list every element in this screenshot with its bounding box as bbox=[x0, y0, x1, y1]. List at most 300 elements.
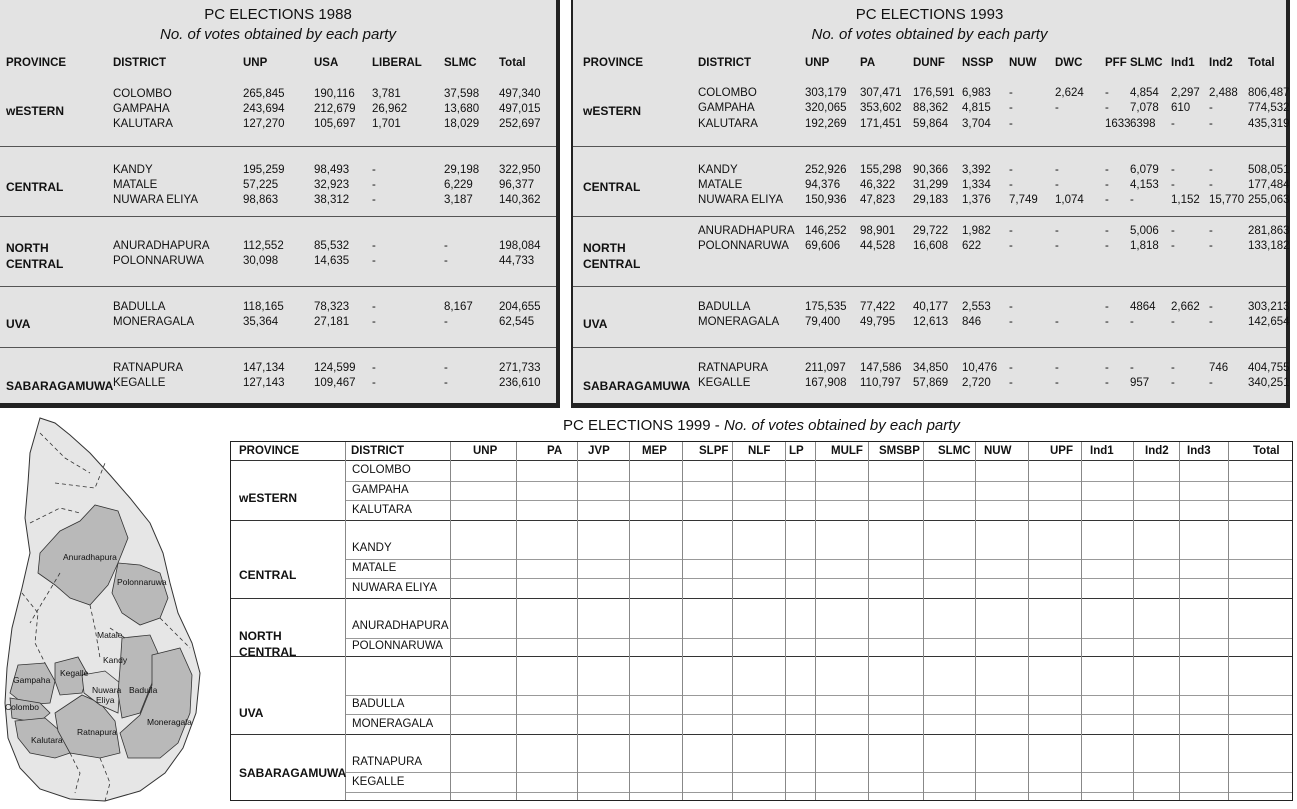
cell-1988: - bbox=[372, 316, 376, 328]
row-separator bbox=[573, 286, 1286, 287]
cell-1993: - bbox=[1209, 164, 1213, 176]
cell-1993: 2,662 bbox=[1171, 301, 1200, 313]
grid-col-line bbox=[923, 442, 924, 800]
header-1993-ind2: Ind2 bbox=[1209, 57, 1233, 69]
cell-1993: 340,251 bbox=[1248, 377, 1290, 389]
cell-1993: - bbox=[1171, 316, 1175, 328]
header-1993-pff: PFF bbox=[1105, 57, 1127, 69]
district-1999: NUWARA ELIYA bbox=[352, 582, 437, 594]
cell-1993: 281,863 bbox=[1248, 225, 1290, 237]
cell-1993: - bbox=[1105, 164, 1109, 176]
province-1988: wESTERN bbox=[6, 104, 65, 118]
cell-1993: 1633 bbox=[1105, 118, 1131, 130]
cell-1993: - bbox=[1209, 377, 1213, 389]
cell-1993: - bbox=[1171, 377, 1175, 389]
cell-1988: 29,198 bbox=[444, 164, 480, 176]
cell-1988: 37,598 bbox=[444, 88, 480, 100]
cell-1993: - bbox=[1105, 194, 1109, 206]
grid-row-line bbox=[345, 500, 1292, 501]
cell-1993: 7,749 bbox=[1009, 194, 1038, 206]
grid-row-line bbox=[345, 481, 1292, 482]
cell-1993: - bbox=[1009, 301, 1013, 313]
cell-1993: 146,252 bbox=[805, 225, 847, 237]
province-1993: wESTERN bbox=[583, 104, 642, 118]
district-1993: COLOMBO bbox=[698, 87, 757, 99]
province-1993: NORTH CENTRAL bbox=[583, 241, 641, 271]
cell-1993: 303,179 bbox=[805, 87, 847, 99]
header-1993-province: PROVINCE bbox=[583, 57, 644, 69]
cell-1988: 190,116 bbox=[314, 88, 355, 100]
header-1993-district: DISTRICT bbox=[698, 57, 752, 69]
cell-1993: - bbox=[1105, 362, 1109, 374]
cell-1988: 109,467 bbox=[314, 377, 356, 389]
cell-1993: 2,720 bbox=[962, 377, 991, 389]
cell-1988: 140,362 bbox=[499, 194, 541, 206]
cell-1988: 271,733 bbox=[499, 362, 541, 374]
cell-1988: 98,863 bbox=[243, 194, 279, 206]
cell-1993: 29,183 bbox=[913, 194, 949, 206]
subtitle-1993: No. of votes obtained by each party bbox=[811, 26, 1048, 43]
cell-1993: - bbox=[1105, 301, 1109, 313]
cell-1993: - bbox=[1209, 179, 1213, 191]
cell-1993: 12,613 bbox=[913, 316, 949, 328]
cell-1993: - bbox=[1171, 179, 1175, 191]
grid-col-line bbox=[450, 442, 451, 800]
cell-1993: 303,213 bbox=[1248, 301, 1290, 313]
cell-1993: 47,823 bbox=[860, 194, 896, 206]
district-1988: GAMPAHA bbox=[113, 103, 170, 115]
cell-1988: 118,165 bbox=[243, 301, 284, 313]
map-label-moneragala: Moneragala bbox=[147, 717, 192, 727]
cell-1993: 404,755 bbox=[1248, 362, 1290, 374]
cell-1988: 243,694 bbox=[243, 103, 285, 115]
cell-1988: 38,312 bbox=[314, 194, 350, 206]
header-1988-district: DISTRICT bbox=[113, 57, 167, 69]
cell-1993: - bbox=[1055, 164, 1059, 176]
cell-1993: 2,624 bbox=[1055, 87, 1084, 99]
grid-col-line bbox=[975, 442, 976, 800]
grid-col-line bbox=[1228, 442, 1229, 800]
cell-1993: 1,074 bbox=[1055, 194, 1084, 206]
cell-1993: 6,983 bbox=[962, 87, 991, 99]
cell-1993: 1,982 bbox=[962, 225, 991, 237]
header-1999-province: PROVINCE bbox=[239, 445, 300, 457]
cell-1993: - bbox=[1171, 225, 1175, 237]
cell-1993: - bbox=[1209, 225, 1213, 237]
province-1988: CENTRAL bbox=[6, 180, 64, 194]
grid-row-line bbox=[345, 695, 1292, 696]
cell-1988: - bbox=[444, 255, 448, 267]
cell-1993: - bbox=[1130, 316, 1134, 328]
grid-col-line bbox=[577, 442, 578, 800]
cell-1993: - bbox=[1105, 240, 1109, 252]
cell-1993: 46,322 bbox=[860, 179, 896, 191]
district-1993: POLONNARUWA bbox=[698, 240, 789, 252]
cell-1993: 79,400 bbox=[805, 316, 841, 328]
row-separator bbox=[0, 146, 556, 147]
cell-1993: 57,869 bbox=[913, 377, 949, 389]
province-1999: SABARAGAMUWA bbox=[239, 766, 347, 780]
district-1988: KEGALLE bbox=[113, 377, 166, 389]
cell-1988: - bbox=[372, 301, 376, 313]
map-label-kegalle: Kegalle bbox=[60, 668, 89, 678]
header-1999-upf: UPF bbox=[1050, 445, 1073, 457]
cell-1988: 204,655 bbox=[499, 301, 541, 313]
cell-1993: - bbox=[1055, 225, 1059, 237]
cell-1993: 177,484 bbox=[1248, 179, 1290, 191]
header-1999-smsbp: SMSBP bbox=[879, 445, 920, 457]
cell-1988: - bbox=[444, 377, 448, 389]
cell-1993: - bbox=[1105, 316, 1109, 328]
header-1999-district: DISTRICT bbox=[351, 445, 405, 457]
district-1999: RATNAPURA bbox=[352, 756, 423, 768]
cell-1988: 35,364 bbox=[243, 316, 279, 328]
header-1999-nuw: NUW bbox=[984, 445, 1012, 457]
cell-1993: 4,153 bbox=[1130, 179, 1159, 191]
header-1999-nlf: NLF bbox=[748, 445, 771, 457]
header-1999-ind3: Ind3 bbox=[1187, 445, 1211, 457]
cell-1993: 320,065 bbox=[805, 102, 847, 114]
cell-1993: 746 bbox=[1209, 362, 1229, 374]
province-1993: SABARAGAMUWA bbox=[583, 379, 691, 393]
header-1988-usa: USA bbox=[314, 57, 339, 69]
grid-row-line bbox=[345, 714, 1292, 715]
header-1988-province: PROVINCE bbox=[6, 57, 67, 69]
province-1988: NORTH CENTRAL bbox=[6, 241, 64, 271]
cell-1993: 16,608 bbox=[913, 240, 949, 252]
cell-1993: - bbox=[1009, 240, 1013, 252]
cell-1993: 142,654 bbox=[1248, 316, 1290, 328]
district-1999: MATALE bbox=[352, 562, 397, 574]
cell-1993: - bbox=[1130, 194, 1134, 206]
title-1993: PC ELECTIONS 1993 bbox=[855, 6, 1004, 23]
cell-1993: - bbox=[1209, 301, 1213, 313]
cell-1993: 435,319 bbox=[1248, 118, 1290, 130]
cell-1993: 176,591 bbox=[913, 87, 955, 99]
province-1993: CENTRAL bbox=[583, 180, 641, 194]
header-1999-unp: UNP bbox=[473, 445, 498, 457]
cell-1993: 353,602 bbox=[860, 102, 902, 114]
cell-1993: - bbox=[1171, 164, 1175, 176]
cell-1993: 2,553 bbox=[962, 301, 991, 313]
cell-1993: 4,815 bbox=[962, 102, 991, 114]
grid-col-line bbox=[868, 442, 869, 800]
province-1999: wESTERN bbox=[239, 491, 298, 505]
cell-1993: 2,488 bbox=[1209, 87, 1238, 99]
cell-1988: - bbox=[372, 255, 376, 267]
cell-1988: 13,680 bbox=[444, 103, 480, 115]
district-1993: ANURADHAPURA bbox=[698, 225, 795, 237]
cell-1993: - bbox=[1009, 87, 1013, 99]
grid-row-line bbox=[345, 792, 1292, 793]
cell-1988: 3,187 bbox=[444, 194, 473, 206]
province-1999: UVA bbox=[239, 706, 264, 720]
province-1988: UVA bbox=[6, 317, 31, 331]
cell-1993: 133,182 bbox=[1248, 240, 1290, 252]
panel-1988 bbox=[0, 0, 560, 408]
panel-1993 bbox=[571, 0, 1290, 408]
title-1999-italic: No. of votes obtained by each party bbox=[723, 417, 960, 434]
cell-1988: 32,923 bbox=[314, 179, 350, 191]
sri-lanka-map bbox=[0, 413, 226, 804]
district-1988: NUWARA ELIYA bbox=[113, 194, 198, 206]
map-label-polonnaruwa: Polonnaruwa bbox=[117, 577, 167, 587]
row-separator bbox=[573, 216, 1286, 217]
cell-1993: 59,864 bbox=[913, 118, 949, 130]
cell-1988: 14,635 bbox=[314, 255, 350, 267]
grid-col-line bbox=[1081, 442, 1082, 800]
header-1999-mep: MEP bbox=[642, 445, 667, 457]
grid-col-line bbox=[345, 442, 346, 800]
cell-1988: 98,493 bbox=[314, 164, 350, 176]
cell-1993: 3,704 bbox=[962, 118, 991, 130]
cell-1993: 4864 bbox=[1130, 301, 1156, 313]
cell-1988: - bbox=[372, 179, 376, 191]
grid-col-line bbox=[815, 442, 816, 800]
cell-1993: 90,366 bbox=[913, 164, 949, 176]
cell-1988: - bbox=[444, 240, 448, 252]
cell-1988: 78,323 bbox=[314, 301, 350, 313]
header-1993-nuw: NUW bbox=[1009, 57, 1037, 69]
cell-1988: 195,259 bbox=[243, 164, 285, 176]
cell-1993: - bbox=[1209, 240, 1213, 252]
cell-1988: 127,270 bbox=[243, 118, 285, 130]
map-label-kalutara: Kalutara bbox=[31, 735, 63, 745]
grid-col-line bbox=[785, 442, 786, 800]
cell-1988: 44,733 bbox=[499, 255, 535, 267]
cell-1993: - bbox=[1009, 164, 1013, 176]
cell-1993: 77,422 bbox=[860, 301, 896, 313]
cell-1988: 112,552 bbox=[243, 240, 284, 252]
cell-1993: - bbox=[1055, 377, 1059, 389]
title-1988: PC ELECTIONS 1988 bbox=[204, 6, 352, 23]
cell-1988: 497,340 bbox=[499, 88, 541, 100]
row-separator bbox=[0, 216, 556, 217]
map-label-matale: Matale bbox=[97, 630, 123, 640]
header-1993-ind1: Ind1 bbox=[1171, 57, 1195, 69]
district-1999: POLONNARUWA bbox=[352, 640, 443, 652]
title-1999-plain: PC ELECTIONS 1999 - bbox=[563, 417, 724, 434]
cell-1988: 497,015 bbox=[499, 103, 541, 115]
cell-1993: 175,535 bbox=[805, 301, 847, 313]
grid-row-line bbox=[345, 638, 1292, 639]
cell-1988: - bbox=[444, 362, 448, 374]
cell-1993: 774,532 bbox=[1248, 102, 1290, 114]
cell-1988: 1,701 bbox=[372, 118, 401, 130]
cell-1993: 610 bbox=[1171, 102, 1191, 114]
header-1999-ind2: Ind2 bbox=[1145, 445, 1169, 457]
cell-1988: 62,545 bbox=[499, 316, 535, 328]
map-label-eliya: Eliya bbox=[96, 695, 115, 705]
map-label-anuradhapura: Anuradhapura bbox=[63, 552, 117, 562]
district-1999: MONERAGALA bbox=[352, 718, 434, 730]
map-label-colombo: Colombo bbox=[5, 702, 40, 712]
cell-1993: 98,901 bbox=[860, 225, 896, 237]
cell-1988: - bbox=[444, 316, 448, 328]
header-1993-dwc: DWC bbox=[1055, 57, 1083, 69]
map-label-ratnapura: Ratnapura bbox=[77, 727, 117, 737]
header-1993-dunf: DUNF bbox=[913, 57, 945, 69]
cell-1993: - bbox=[1209, 316, 1213, 328]
cell-1988: - bbox=[372, 194, 376, 206]
district-1988: KALUTARA bbox=[113, 118, 173, 130]
cell-1993: 192,269 bbox=[805, 118, 847, 130]
grid-col-line bbox=[1179, 442, 1180, 800]
cell-1988: 127,143 bbox=[243, 377, 285, 389]
province-1993: UVA bbox=[583, 317, 608, 331]
map-label-kandy: Kandy bbox=[103, 655, 128, 665]
header-1988-total: Total bbox=[499, 57, 526, 69]
cell-1993: - bbox=[1055, 240, 1059, 252]
district-1993: KALUTARA bbox=[698, 118, 758, 130]
header-1999-jvp: JVP bbox=[588, 445, 610, 457]
row-separator bbox=[573, 146, 1286, 147]
cell-1988: 265,845 bbox=[243, 88, 285, 100]
district-1993: KANDY bbox=[698, 164, 738, 176]
cell-1988: 147,134 bbox=[243, 362, 285, 374]
cell-1993: - bbox=[1009, 102, 1013, 114]
cell-1993: 307,471 bbox=[860, 87, 902, 99]
cell-1993: 29,722 bbox=[913, 225, 949, 237]
header-1988-liberal: LIBERAL bbox=[372, 57, 422, 69]
cell-1993: - bbox=[1009, 316, 1013, 328]
district-1988: POLONNARUWA bbox=[113, 255, 204, 267]
cell-1993: 508,051 bbox=[1248, 164, 1290, 176]
grid-row-line bbox=[345, 578, 1292, 579]
cell-1993: 155,298 bbox=[860, 164, 902, 176]
cell-1993: - bbox=[1009, 225, 1013, 237]
cell-1988: 6,229 bbox=[444, 179, 473, 191]
cell-1993: 957 bbox=[1130, 377, 1150, 389]
district-1993: BADULLA bbox=[698, 301, 751, 313]
cell-1988: 105,697 bbox=[314, 118, 356, 130]
district-1993: GAMPAHA bbox=[698, 102, 755, 114]
header-1999-total: Total bbox=[1253, 445, 1280, 457]
cell-1993: 49,795 bbox=[860, 316, 896, 328]
province-1988: SABARAGAMUWA bbox=[6, 379, 114, 393]
cell-1993: 34,850 bbox=[913, 362, 949, 374]
cell-1993: 167,908 bbox=[805, 377, 847, 389]
header-1999-lp: LP bbox=[789, 445, 804, 457]
cell-1993: 4,854 bbox=[1130, 87, 1159, 99]
district-1993: NUWARA ELIYA bbox=[698, 194, 783, 206]
grid-col-line bbox=[516, 442, 517, 800]
cell-1993: - bbox=[1009, 362, 1013, 374]
cell-1993: 150,936 bbox=[805, 194, 847, 206]
cell-1988: 124,599 bbox=[314, 362, 356, 374]
district-1999: KANDY bbox=[352, 542, 392, 554]
cell-1993: - bbox=[1055, 102, 1059, 114]
cell-1993: 15,770 bbox=[1209, 194, 1245, 206]
cell-1993: - bbox=[1009, 118, 1013, 130]
header-1993-unp: UNP bbox=[805, 57, 830, 69]
cell-1993: 846 bbox=[962, 316, 982, 328]
district-1988: COLOMBO bbox=[113, 88, 172, 100]
cell-1993: 31,299 bbox=[913, 179, 949, 191]
subtitle-1988: No. of votes obtained by each party bbox=[160, 26, 396, 43]
header-1999-mulf: MULF bbox=[831, 445, 863, 457]
header-1999-slpf: SLPF bbox=[699, 445, 729, 457]
map-label-badulla: Badulla bbox=[129, 685, 158, 695]
row-separator bbox=[0, 347, 556, 348]
cell-1993: 6,079 bbox=[1130, 164, 1159, 176]
grid-col-line bbox=[629, 442, 630, 800]
cell-1993: 147,586 bbox=[860, 362, 902, 374]
cell-1993: - bbox=[1171, 240, 1175, 252]
cell-1993: 69,606 bbox=[805, 240, 841, 252]
cell-1993: - bbox=[1105, 87, 1109, 99]
cell-1993: 211,097 bbox=[805, 362, 846, 374]
cell-1988: 322,950 bbox=[499, 164, 541, 176]
cell-1993: 6398 bbox=[1130, 118, 1156, 130]
cell-1993: 7,078 bbox=[1130, 102, 1159, 114]
cell-1988: 26,962 bbox=[372, 103, 408, 115]
map-label-gampaha: Gampaha bbox=[13, 675, 51, 685]
title-1999 bbox=[230, 417, 1293, 434]
grid-col-line bbox=[682, 442, 683, 800]
cell-1993: 94,376 bbox=[805, 179, 841, 191]
cell-1993: - bbox=[1209, 102, 1213, 114]
district-1999: GAMPAHA bbox=[352, 484, 409, 496]
province-1999: CENTRAL bbox=[239, 568, 297, 582]
cell-1993: 3,392 bbox=[962, 164, 991, 176]
cell-1988: - bbox=[372, 362, 376, 374]
map-label-nuwara: Nuwara bbox=[92, 685, 122, 695]
cell-1993: 255,063 bbox=[1248, 194, 1290, 206]
cell-1993: 252,926 bbox=[805, 164, 847, 176]
cell-1993: 1,334 bbox=[962, 179, 991, 191]
district-1999: KALUTARA bbox=[352, 504, 412, 516]
cell-1988: 96,377 bbox=[499, 179, 535, 191]
grid-col-line bbox=[1133, 442, 1134, 800]
cell-1988: - bbox=[372, 240, 376, 252]
cell-1988: 57,225 bbox=[243, 179, 279, 191]
cell-1993: - bbox=[1055, 362, 1059, 374]
cell-1993: 40,177 bbox=[913, 301, 949, 313]
cell-1988: 27,181 bbox=[314, 316, 350, 328]
cell-1988: 236,610 bbox=[499, 377, 541, 389]
district-1988: MATALE bbox=[113, 179, 158, 191]
cell-1993: - bbox=[1009, 377, 1013, 389]
table-1999 bbox=[230, 441, 1293, 801]
cell-1988: 85,532 bbox=[314, 240, 350, 252]
cell-1988: 3,781 bbox=[372, 88, 401, 100]
district-1988: MONERAGALA bbox=[113, 316, 195, 328]
cell-1988: 18,029 bbox=[444, 118, 480, 130]
district-1993: MONERAGALA bbox=[698, 316, 780, 328]
district-1988: RATNAPURA bbox=[113, 362, 184, 374]
row-separator bbox=[573, 347, 1286, 348]
cell-1993: - bbox=[1130, 362, 1134, 374]
cell-1993: - bbox=[1171, 118, 1175, 130]
cell-1988: 8,167 bbox=[444, 301, 473, 313]
cell-1993: 44,528 bbox=[860, 240, 896, 252]
cell-1988: - bbox=[372, 377, 376, 389]
district-1999: ANURADHAPURA bbox=[352, 620, 449, 632]
grid-row-line bbox=[345, 559, 1292, 560]
cell-1993: 2,297 bbox=[1171, 87, 1200, 99]
cell-1993: 1,818 bbox=[1130, 240, 1159, 252]
cell-1988: 198,084 bbox=[499, 240, 541, 252]
header-1993-slmc: SLMC bbox=[1130, 57, 1163, 69]
cell-1993: 622 bbox=[962, 240, 982, 252]
cell-1993: - bbox=[1105, 377, 1109, 389]
cell-1988: 30,098 bbox=[243, 255, 279, 267]
district-1988: ANURADHAPURA bbox=[113, 240, 210, 252]
cell-1993: - bbox=[1105, 225, 1109, 237]
row-separator bbox=[0, 286, 556, 287]
cell-1993: - bbox=[1009, 179, 1013, 191]
